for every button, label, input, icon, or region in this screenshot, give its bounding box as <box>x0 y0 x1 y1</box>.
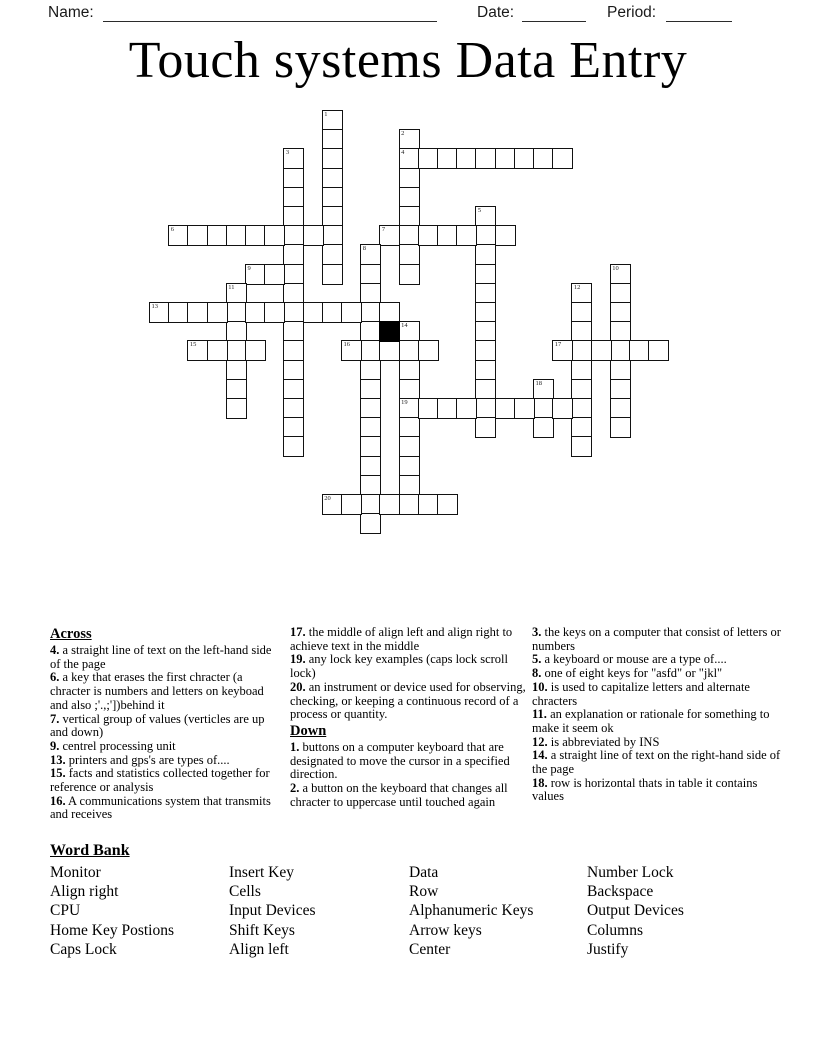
crossword-cell[interactable] <box>283 225 304 246</box>
crossword-cell[interactable] <box>495 148 516 169</box>
crossword-cell[interactable] <box>379 494 400 515</box>
crossword-cell[interactable] <box>418 225 439 246</box>
crossword-cell[interactable] <box>475 379 496 400</box>
date-blank-line[interactable] <box>522 21 586 22</box>
word-bank-item: Row <box>409 883 439 901</box>
clue-number: 2. <box>290 781 300 796</box>
crossword-cell[interactable] <box>533 379 554 400</box>
crossword-cell[interactable] <box>187 225 208 246</box>
crossword-cell[interactable] <box>283 244 304 265</box>
crossword-cell[interactable] <box>226 379 247 400</box>
crossword-cell[interactable] <box>283 283 304 304</box>
crossword-cell[interactable] <box>475 225 496 246</box>
word-bank-item: Insert Key <box>229 864 294 881</box>
crossword-cell[interactable] <box>399 379 420 400</box>
clue-number: 1. <box>290 739 300 754</box>
crossword-cell[interactable] <box>571 283 592 304</box>
cell-number: 12 <box>573 283 581 291</box>
crossword-cell[interactable] <box>283 168 304 189</box>
crossword-cell[interactable] <box>571 340 592 361</box>
clue-across-20: 20. an instrument or device used for observing, checking, or keeping a continuous record of a process or quantity. <box>290 679 526 722</box>
crossword-cell[interactable] <box>418 398 439 419</box>
name-blank-line[interactable] <box>103 21 437 22</box>
cell-number: 8 <box>362 245 366 253</box>
word-bank-item: Output Devices <box>587 902 684 920</box>
cell-number: 20 <box>324 495 331 502</box>
word-bank-item: Columns <box>587 921 643 939</box>
crossword-cell[interactable] <box>418 494 439 515</box>
crossword-cell[interactable] <box>514 398 535 419</box>
crossword-cell[interactable] <box>322 168 343 189</box>
crossword-cell[interactable] <box>226 360 247 381</box>
crossword-cell[interactable] <box>379 340 400 361</box>
crossword-cell[interactable] <box>610 379 631 400</box>
crossword-cell[interactable] <box>610 264 631 285</box>
crossword-cell[interactable] <box>283 206 304 227</box>
crossword-cell[interactable] <box>283 321 304 342</box>
clue-across-13: 13. printers and gps's are types of.... <box>50 752 230 767</box>
crossword-cell[interactable] <box>283 379 304 400</box>
crossword-cell[interactable] <box>360 417 381 438</box>
period-label: Period: <box>607 4 657 21</box>
crossword-cell[interactable] <box>360 302 381 323</box>
word-bank-item: Input Devices <box>229 902 316 920</box>
crossword-cell[interactable] <box>245 302 266 323</box>
clue-number: 6. <box>50 670 60 685</box>
crossword-cell[interactable] <box>610 340 631 361</box>
clue-number: 12. <box>532 734 548 749</box>
clue-down-12: 12. is abbreviated by INS <box>532 734 660 749</box>
crossword-cell[interactable] <box>456 148 477 169</box>
crossword-cell[interactable] <box>379 302 400 323</box>
crossword-cell[interactable] <box>610 398 631 419</box>
clue-down-10: 10. is used to capitalize letters and alternate chracters <box>532 679 750 708</box>
crossword-cell[interactable] <box>399 436 420 457</box>
crossword-cell[interactable] <box>341 494 362 515</box>
crossword-cell[interactable] <box>322 264 343 285</box>
crossword-cell[interactable] <box>610 283 631 304</box>
crossword-cell[interactable] <box>591 340 612 361</box>
clue-number: 8. <box>532 666 542 681</box>
crossword-cell[interactable] <box>475 206 496 227</box>
crossword-cell[interactable] <box>360 360 381 381</box>
crossword-cell[interactable] <box>610 321 631 342</box>
crossword-cell[interactable] <box>283 398 304 419</box>
word-bank-item: Number Lock <box>587 864 674 881</box>
crossword-cell[interactable] <box>283 264 304 285</box>
crossword-cell[interactable] <box>226 302 247 323</box>
cell-number: 19 <box>401 399 408 406</box>
crossword-cell[interactable] <box>283 340 304 361</box>
clue-across-17: 17. the middle of align left and align right to achieve text in the middle <box>290 625 513 653</box>
down-heading: Down <box>290 722 327 739</box>
crossword-cell[interactable] <box>226 398 247 419</box>
crossword-cell[interactable] <box>226 225 247 246</box>
crossword-cell[interactable] <box>322 302 343 323</box>
word-bank-item: Align left <box>229 940 289 958</box>
crossword-cell[interactable] <box>360 436 381 457</box>
crossword-cell[interactable] <box>360 513 381 534</box>
crossword-cell[interactable] <box>322 110 343 131</box>
cell-number: 14 <box>401 322 408 330</box>
crossword-cell[interactable] <box>571 360 592 381</box>
crossword-cell[interactable] <box>552 148 573 169</box>
cell-number: 6 <box>170 226 174 234</box>
crossword-cell[interactable] <box>475 264 496 285</box>
crossword-cell[interactable] <box>437 494 458 515</box>
crossword-cell[interactable] <box>475 398 496 419</box>
crossword-cell[interactable] <box>552 398 573 419</box>
clue-number: 14. <box>532 748 548 763</box>
crossword-cell[interactable] <box>360 398 381 419</box>
name-label: Name: <box>48 4 94 21</box>
clue-down-8: 8. one of eight keys for "asfd" or "jkl" <box>532 666 723 681</box>
crossword-cell[interactable] <box>399 456 420 477</box>
crossword-cell[interactable] <box>629 340 650 361</box>
crossword-cell[interactable] <box>207 225 228 246</box>
crossword-cell[interactable] <box>399 129 420 150</box>
crossword-cell[interactable] <box>226 321 247 342</box>
crossword-cell[interactable] <box>399 244 420 265</box>
crossword-cell[interactable] <box>245 340 266 361</box>
across-heading: Across <box>50 626 92 642</box>
crossword-cell[interactable] <box>360 456 381 477</box>
crossword-cell[interactable] <box>475 321 496 342</box>
crossword-cell[interactable] <box>495 225 516 246</box>
crossword-cell[interactable] <box>571 321 592 342</box>
cell-number: 9 <box>247 264 251 272</box>
crossword-cell[interactable] <box>322 206 343 227</box>
crossword-cell[interactable] <box>283 302 304 323</box>
word-bank-item: Home Key Postions <box>50 921 174 939</box>
clue-number: 15. <box>50 766 66 781</box>
word-bank-column-2 <box>229 863 316 959</box>
crossword-cell[interactable] <box>399 168 420 189</box>
crossword-cell[interactable] <box>360 379 381 400</box>
cell-number: 13 <box>151 303 158 310</box>
cell-number: 15 <box>189 341 197 349</box>
cell-number: 16 <box>343 341 350 349</box>
clue-down-3: 3. the keys on a computer that consist of letters or numbers <box>532 625 781 653</box>
period-blank-line[interactable] <box>666 21 732 22</box>
crossword-cell[interactable] <box>303 302 324 323</box>
crossword-cell[interactable] <box>283 436 304 457</box>
crossword-cell[interactable] <box>475 148 496 169</box>
crossword-cell[interactable] <box>456 225 477 246</box>
crossword-cell[interactable] <box>322 244 343 265</box>
clue-number: 3. <box>532 625 542 639</box>
crossword-cell[interactable] <box>322 225 343 246</box>
crossword-cell[interactable] <box>571 379 592 400</box>
crossword-cell[interactable] <box>245 225 266 246</box>
crossword-cell[interactable] <box>360 283 381 304</box>
word-bank-heading: Word Bank <box>50 842 130 859</box>
crossword-cell[interactable] <box>475 244 496 265</box>
clue-number: 9. <box>50 738 60 753</box>
clue-across-9: 9. centrel processing unit <box>50 738 176 753</box>
crossword-cell[interactable] <box>322 187 343 208</box>
crossword-cell[interactable] <box>475 340 496 361</box>
crossword-cell[interactable] <box>168 225 189 246</box>
crossword-black-cell <box>379 321 400 342</box>
clue-across-15: 15. facts and statistics collected together for reference or analysis <box>50 766 270 795</box>
crossword-cell[interactable] <box>379 225 400 246</box>
clue-number: 16. <box>50 793 66 808</box>
crossword-cell[interactable] <box>399 360 420 381</box>
crossword-cell[interactable] <box>207 340 228 361</box>
clue-number: 20. <box>290 679 306 694</box>
crossword-cell[interactable] <box>283 417 304 438</box>
clue-down-1: 1. buttons on a computer keyboard that are designated to move the cursor in a specified direction. <box>290 739 510 782</box>
clue-down-18: 18. row is horizontal thats in table it contains values <box>532 775 758 804</box>
page-title: Touch systems Data Entry <box>128 32 688 89</box>
crossword-cell[interactable] <box>360 244 381 265</box>
crossword-cell[interactable] <box>264 225 285 246</box>
word-bank-item: Arrow keys <box>409 921 482 939</box>
crossword-cell[interactable] <box>341 340 362 361</box>
clue-number: 4. <box>50 643 60 657</box>
cell-number: 10 <box>612 264 619 272</box>
cell-number: 7 <box>381 226 386 234</box>
crossword-cell[interactable] <box>571 417 592 438</box>
crossword-cell[interactable] <box>456 398 477 419</box>
crossword-cell[interactable] <box>475 360 496 381</box>
crossword-cell[interactable] <box>399 321 420 342</box>
cell-number: 17 <box>554 341 562 349</box>
crossword-cell[interactable] <box>226 283 247 304</box>
word-bank-item: Align right <box>50 883 119 901</box>
crossword-cell[interactable] <box>399 148 420 169</box>
word-bank-item: Caps Lock <box>50 940 117 958</box>
clue-number: 18. <box>532 775 548 790</box>
clue-across-7: 7. vertical group of values (verticles are up and down) <box>50 711 265 740</box>
date-label: Date: <box>477 4 515 21</box>
crossword-cell[interactable] <box>514 148 535 169</box>
clues-column-1 <box>50 626 282 822</box>
word-bank-column-1 <box>50 863 174 959</box>
cell-number: 5 <box>477 207 482 214</box>
crossword-cell[interactable] <box>610 360 631 381</box>
crossword-cell[interactable] <box>399 398 420 419</box>
crossword-cell[interactable] <box>437 398 458 419</box>
word-bank-column-3 <box>409 863 533 959</box>
crossword-cell[interactable] <box>187 302 208 323</box>
crossword-cell[interactable] <box>264 302 285 323</box>
clue-number: 7. <box>50 711 60 726</box>
crossword-cell[interactable] <box>399 206 420 227</box>
crossword-cell[interactable] <box>571 398 592 419</box>
clues-column-3 <box>532 626 782 804</box>
crossword-cell[interactable] <box>533 417 554 438</box>
cell-number: 4 <box>401 149 405 157</box>
crossword-cell[interactable] <box>207 302 228 323</box>
crossword-cell[interactable] <box>322 148 343 169</box>
crossword-cell[interactable] <box>437 225 458 246</box>
crossword-cell[interactable] <box>571 436 592 457</box>
word-bank-item: Center <box>409 940 451 958</box>
clue-down-5: 5. a keyboard or mouse are a type of.... <box>532 652 727 667</box>
crossword-cell[interactable] <box>475 302 496 323</box>
clue-down-11: 11. an explanation or rationale for something to make it seem ok <box>532 707 770 735</box>
crossword-cell[interactable] <box>610 417 631 438</box>
crossword-cell[interactable] <box>399 187 420 208</box>
crossword-cell[interactable] <box>533 398 554 419</box>
crossword-cell[interactable] <box>322 129 343 150</box>
crossword-cell[interactable] <box>399 417 420 438</box>
clue-number: 11. <box>532 707 547 722</box>
crossword-cell[interactable] <box>418 148 439 169</box>
crossword-cell[interactable] <box>360 340 381 361</box>
crossword-cell[interactable] <box>399 494 420 515</box>
clue-number: 5. <box>532 652 542 667</box>
crossword-cell[interactable] <box>245 264 266 285</box>
crossword-cell[interactable] <box>552 340 573 361</box>
cell-number: 11 <box>228 283 235 291</box>
clue-down-14: 14. a straight line of text on the right-hand side of the page <box>532 748 781 777</box>
crossword-cell[interactable] <box>149 302 170 323</box>
crossword-cell[interactable] <box>360 494 381 515</box>
clues-column-2 <box>290 626 527 809</box>
word-bank-item: Data <box>409 864 439 881</box>
crossword-cell[interactable] <box>437 148 458 169</box>
crossword-cell[interactable] <box>226 340 247 361</box>
cell-number: 3 <box>285 149 290 157</box>
crossword-cell[interactable] <box>283 360 304 381</box>
clue-down-2: 2. a button on the keyboard that changes all chracter to uppercase until touched again <box>290 781 508 809</box>
crossword-cell[interactable] <box>399 264 420 285</box>
clue-number: 19. <box>290 652 306 667</box>
crossword-cell[interactable] <box>610 302 631 323</box>
crossword-cell[interactable] <box>360 264 381 285</box>
crossword-cell[interactable] <box>418 340 439 361</box>
crossword-cell[interactable] <box>341 302 362 323</box>
word-bank-item: Cells <box>229 883 261 901</box>
crossword-cell[interactable] <box>533 148 554 169</box>
crossword-cell[interactable] <box>322 494 343 515</box>
crossword-cell[interactable] <box>399 475 420 496</box>
crossword-cell[interactable] <box>648 340 669 361</box>
cell-number: 1 <box>324 111 328 118</box>
crossword-cell[interactable] <box>303 225 324 246</box>
crossword-cell[interactable] <box>399 225 420 246</box>
word-bank-item: Justify <box>587 940 629 958</box>
clue-across-16: 16. A communications system that transmits and receives <box>50 793 271 822</box>
word-bank-item: Alphanumeric Keys <box>409 902 534 920</box>
crossword-cell[interactable] <box>360 321 381 342</box>
crossword-cell[interactable] <box>571 302 592 323</box>
cell-number: 18 <box>535 379 542 387</box>
crossword-cell[interactable] <box>187 340 208 361</box>
cell-number: 2 <box>401 130 405 138</box>
clue-across-19: 19. any lock key examples (caps lock scroll lock) <box>290 652 508 681</box>
word-bank-item: Monitor <box>50 864 101 881</box>
crossword-cell[interactable] <box>168 302 189 323</box>
clue-number: 13. <box>50 752 66 767</box>
crossword-cell[interactable] <box>360 475 381 496</box>
crossword-cell[interactable] <box>475 417 496 438</box>
word-bank-column-4 <box>587 863 684 959</box>
crossword-cell[interactable] <box>264 264 285 285</box>
crossword-cell[interactable] <box>495 398 516 419</box>
word-bank-item: Backspace <box>587 883 654 901</box>
clue-number: 17. <box>290 625 306 639</box>
clue-number: 10. <box>532 679 548 694</box>
crossword-cell[interactable] <box>475 283 496 304</box>
crossword-cell[interactable] <box>283 187 304 208</box>
crossword-cell[interactable] <box>283 148 304 169</box>
crossword-cell[interactable] <box>399 340 420 361</box>
clue-across-6: 6. a key that erases the first chracter (a chracter is numbers and letters on keyboad and also ;'.,;'])behind it <box>50 670 264 712</box>
clue-across-4: 4. a straight line of text on the left-hand side of the page <box>50 643 272 671</box>
word-bank-item: Shift Keys <box>229 921 295 939</box>
word-bank-item: CPU <box>50 902 81 920</box>
